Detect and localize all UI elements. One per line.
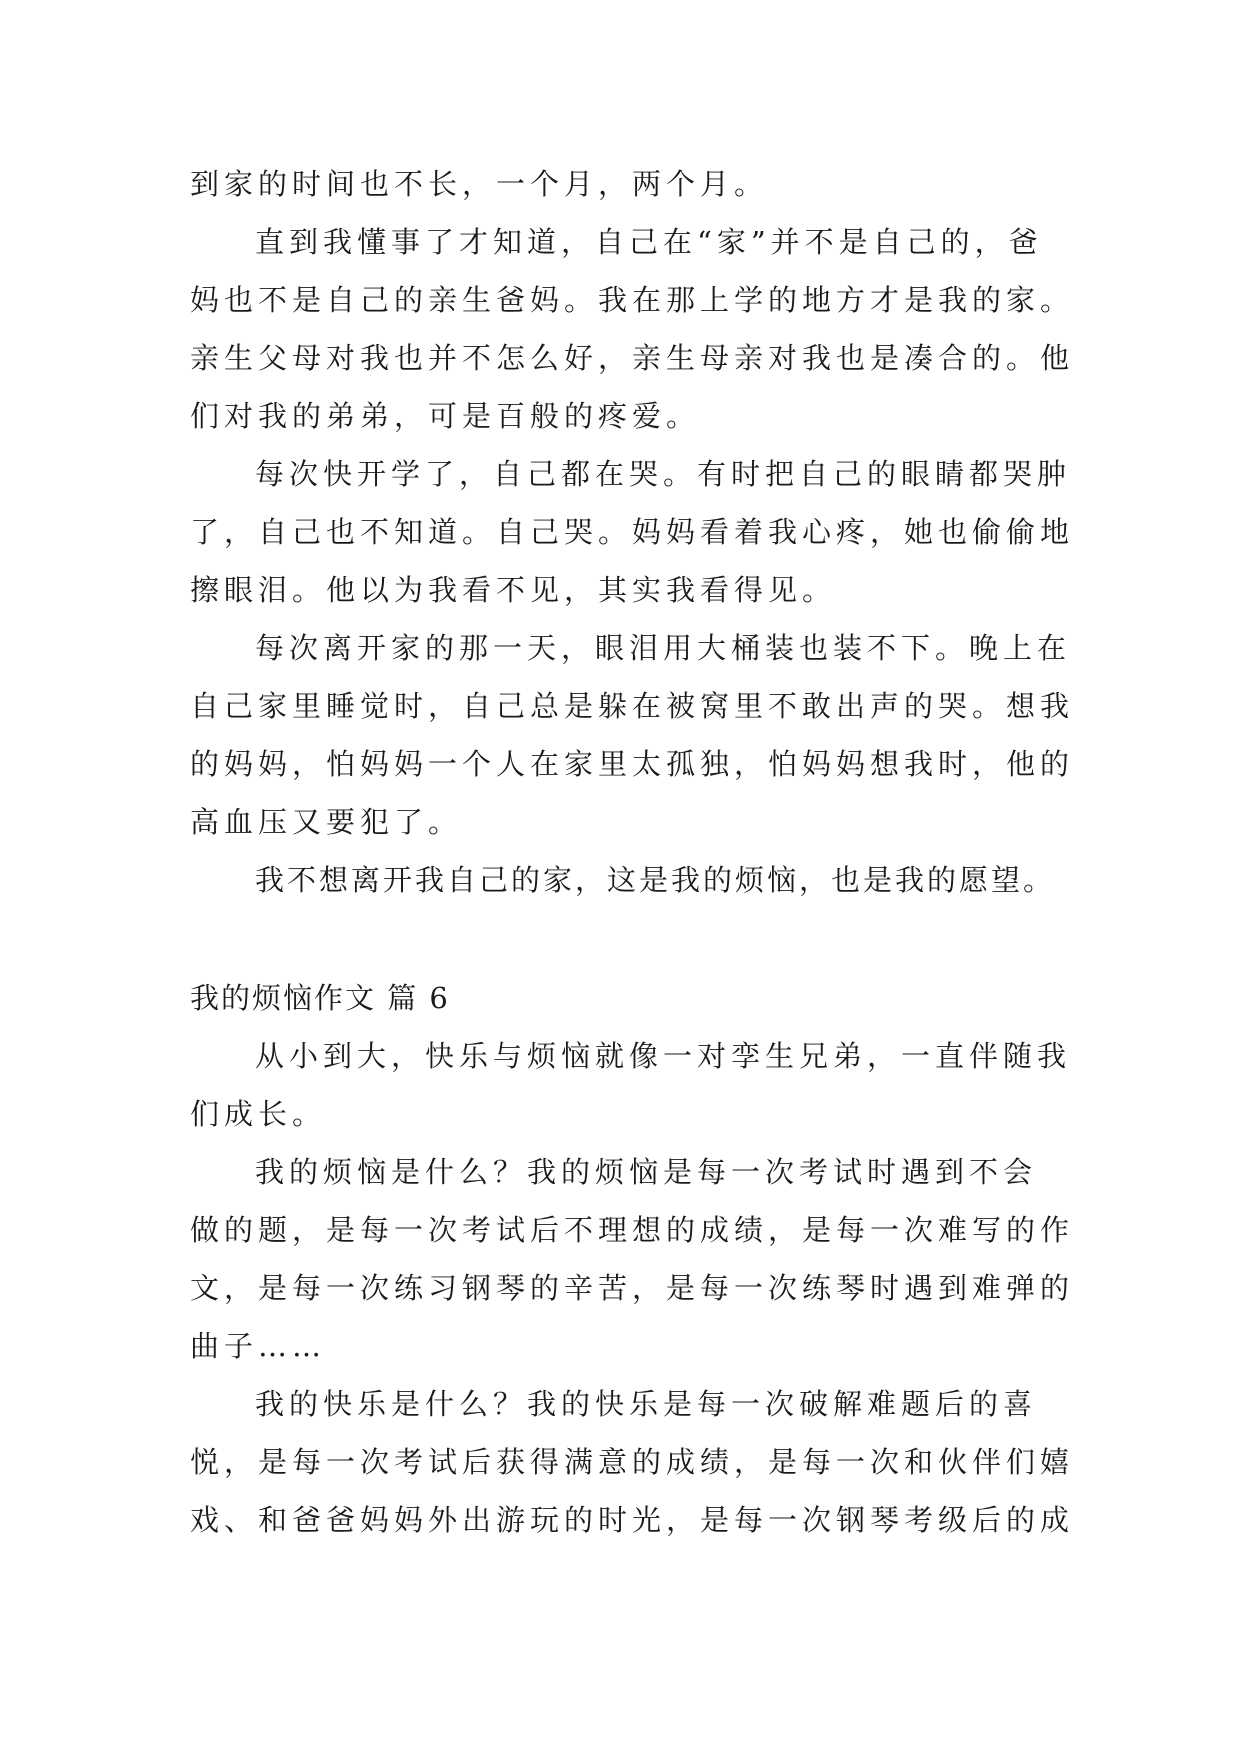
paragraph-start-line: 我的烦恼是什么？我的烦恼是每一次考试时遇到不会 [255, 1155, 1038, 1189]
text-line: 自己家里睡觉时，自己总是躲在被窝里不敢出声的哭。想我 [190, 689, 1075, 723]
text-line: 妈也不是自己的亲生爸妈。我在那上学的地方才是我的家。 [190, 283, 1075, 317]
text-line: 曲子…… [190, 1329, 327, 1363]
text-line: 的妈妈，怕妈妈一个人在家里太孤独，怕妈妈想我时，他的 [190, 747, 1075, 781]
text-line: 悦，是每一次考试后获得满意的成绩，是每一次和伙伴们嬉 [190, 1445, 1075, 1479]
text-line: 戏、和爸爸妈妈外出游玩的时光，是每一次钢琴考级后的成 [190, 1503, 1075, 1537]
paragraph-start-line: 每次离开家的那一天，眼泪用大桶装也装不下。晚上在 [255, 631, 1072, 665]
text-line: 们成长。 [190, 1097, 327, 1131]
paragraph-start-line: 我不想离开我自己的家，这是我的烦恼，也是我的愿望。 [255, 863, 1056, 897]
paragraph-start-line: 从小到大，快乐与烦恼就像一对孪生兄弟，一直伴随我 [255, 1039, 1072, 1073]
text-line: 了，自己也不知道。自己哭。妈妈看着我心疼，她也偷偷地 [190, 515, 1075, 549]
text-line: 到家的时间也不长，一个月，两个月。 [190, 167, 769, 201]
text-line: 做的题，是每一次考试后不理想的成绩，是每一次难写的作 [190, 1213, 1075, 1247]
text-line: 文，是每一次练习钢琴的辛苦，是每一次练琴时遇到难弹的 [190, 1271, 1075, 1305]
text-line: 擦眼泪。他以为我看不见，其实我看得见。 [190, 573, 837, 607]
paragraph-start-line: 每次快开学了，自己都在哭。有时把自己的眼睛都哭肿 [255, 457, 1072, 491]
text-line: 们对我的弟弟，可是百般的疼爱。 [190, 399, 701, 433]
section-heading: 我的烦恼作文 篇 6 [190, 981, 450, 1015]
paragraph-start-line: 直到我懂事了才知道，自己在“家”并不是自己的，爸 [255, 225, 1043, 259]
text-line: 高血压又要犯了。 [190, 805, 463, 839]
text-line: 亲生父母对我也并不怎么好，亲生母亲对我也是凑合的。他 [190, 341, 1075, 375]
paragraph-start-line: 我的快乐是什么？我的快乐是每一次破解难题后的喜 [255, 1387, 1038, 1421]
